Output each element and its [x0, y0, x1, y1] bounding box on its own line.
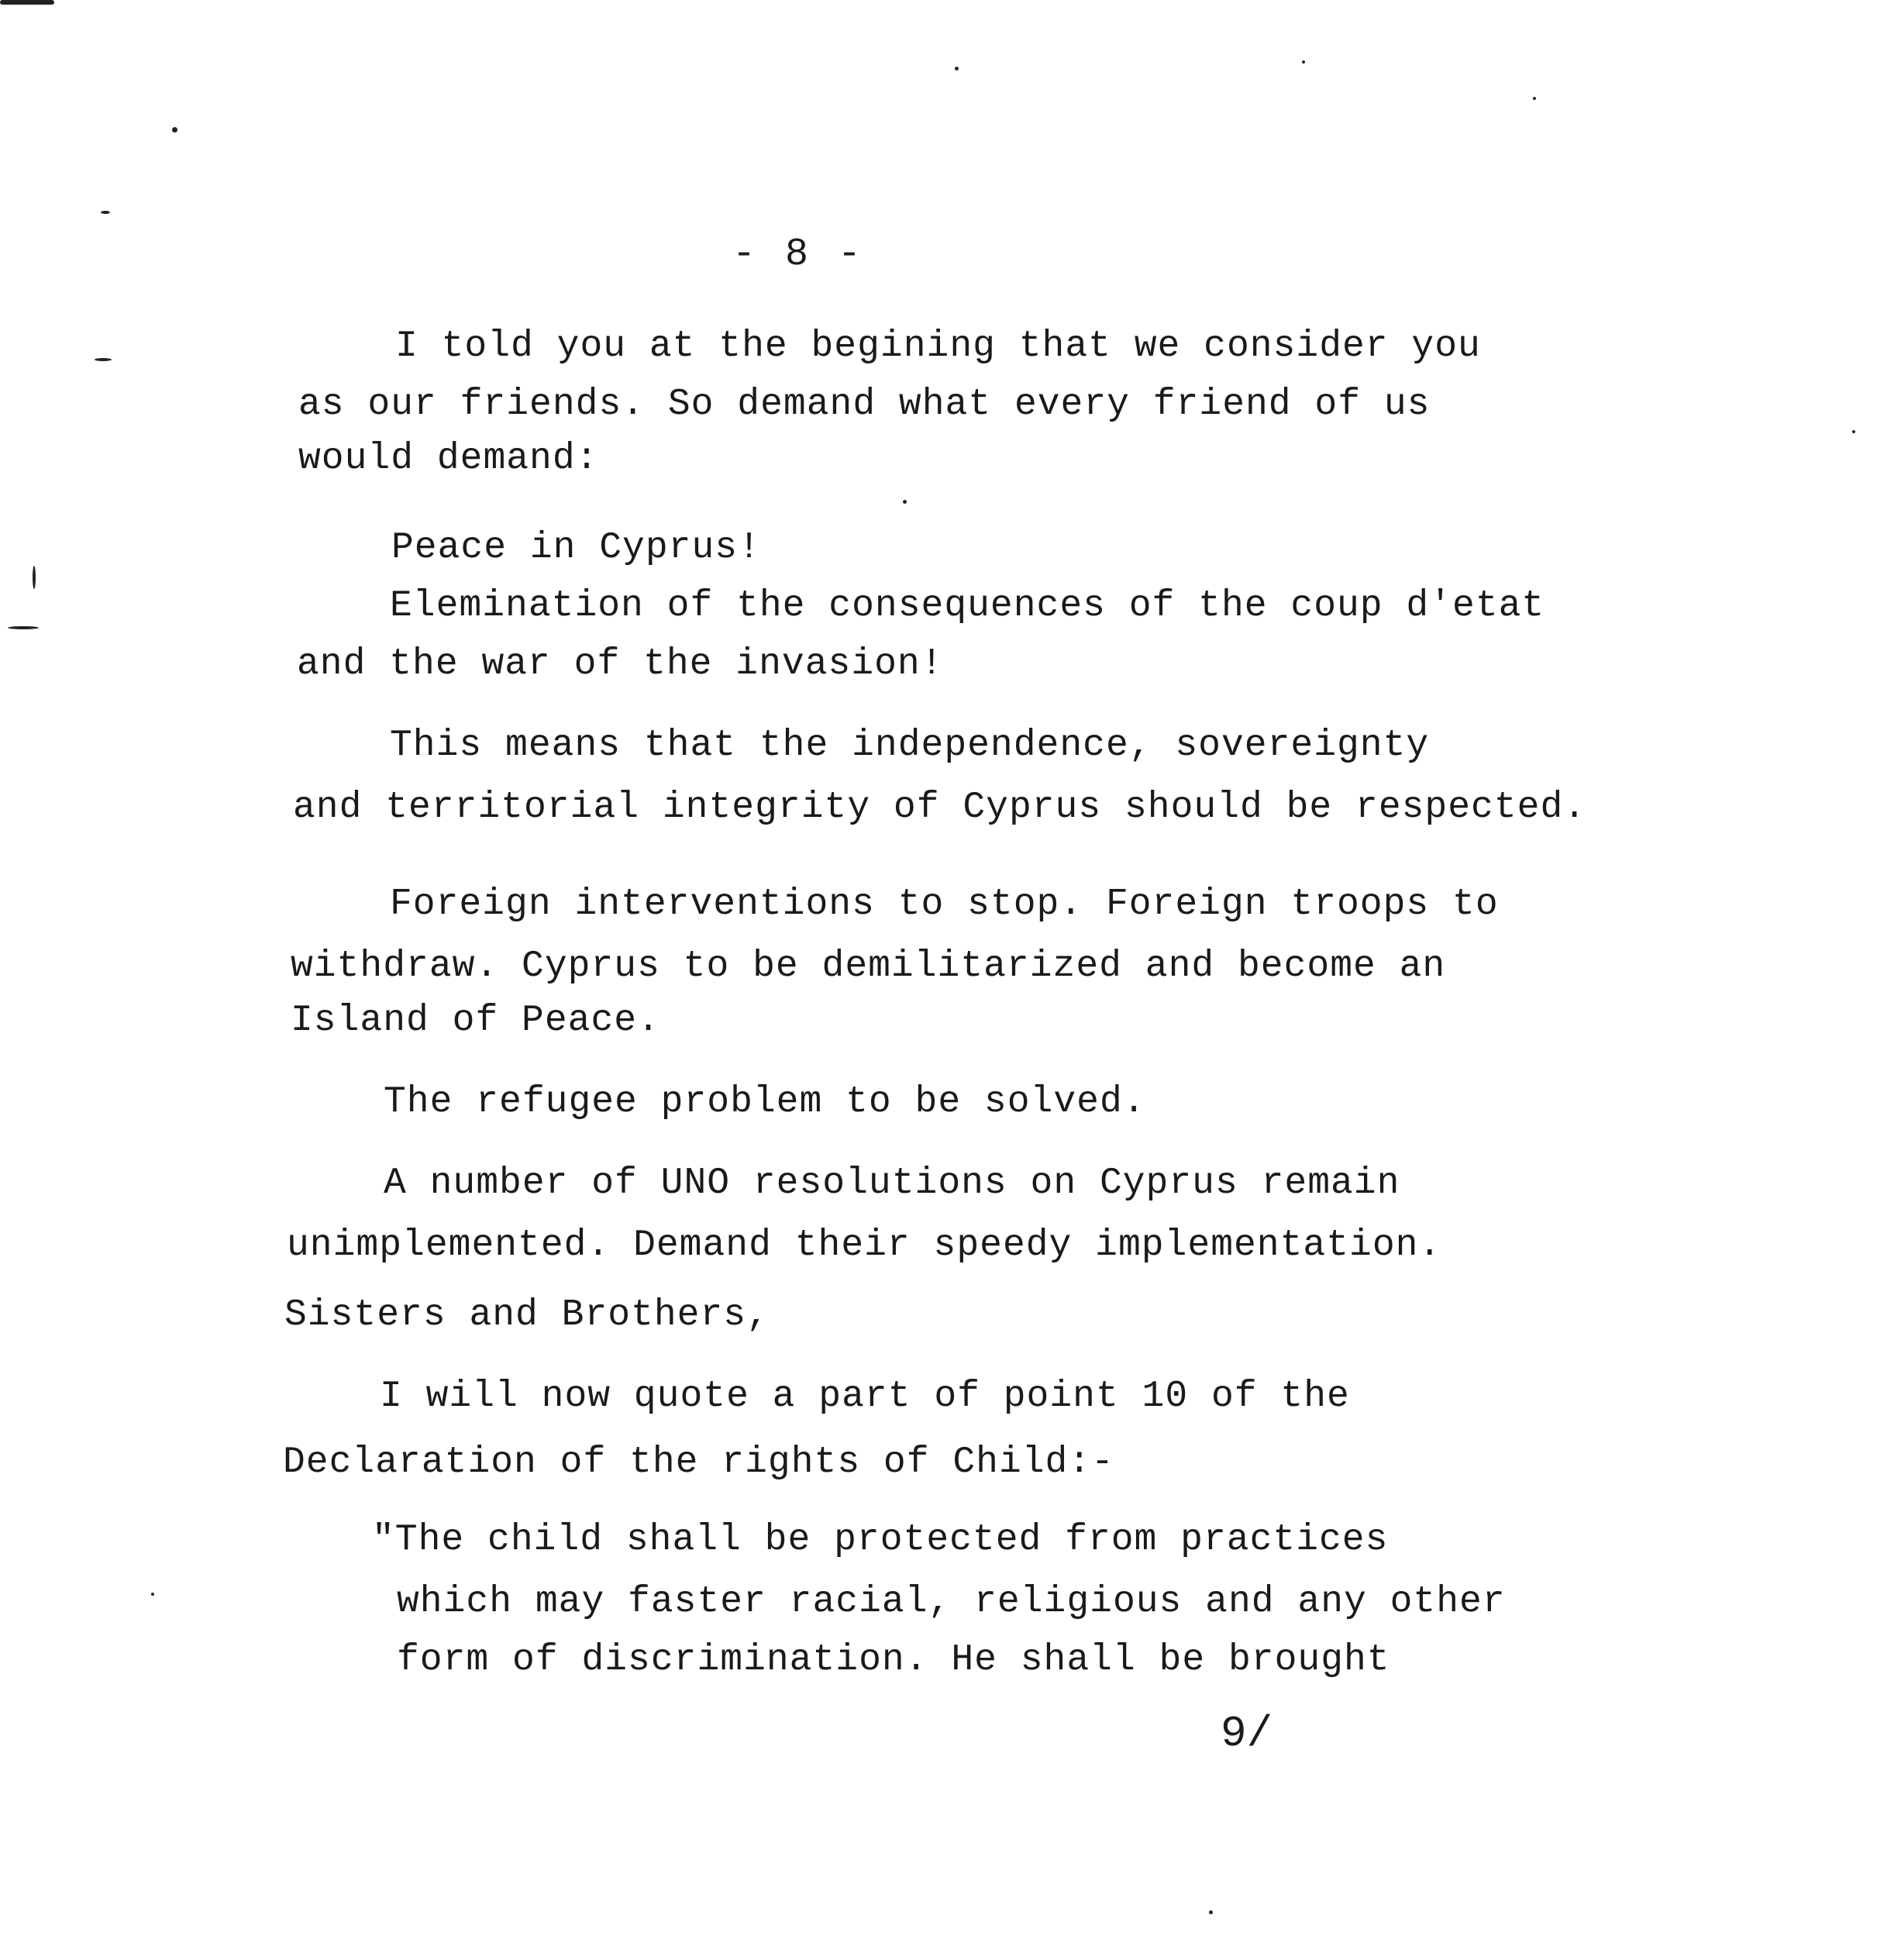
- scan-speck: [95, 358, 112, 361]
- page-number: - 8 -: [732, 233, 865, 277]
- paragraph-foreign-line-3: Island of Peace.: [291, 1000, 660, 1042]
- scan-speck: [1852, 430, 1855, 433]
- scan-speck: [8, 626, 39, 629]
- paragraph-uno-line-2: unimplemented. Demand their speedy implementation.: [287, 1225, 1442, 1266]
- quotation-line-2: which may faster racial, religious and any other: [397, 1581, 1506, 1623]
- scan-speck: [151, 1593, 154, 1596]
- scan-speck: [0, 0, 54, 5]
- paragraph-1-line-3: would demand:: [298, 438, 599, 480]
- paragraph-foreign-line-2: withdraw. Cyprus to be demilitarized and become an: [291, 946, 1446, 987]
- paragraph-1-line-1: I told you at the begining that we consider you: [395, 326, 1481, 367]
- scan-speck: [101, 211, 110, 214]
- scan-speck: [903, 500, 907, 504]
- salutation: Sisters and Brothers,: [284, 1294, 770, 1336]
- scan-speck: [172, 127, 177, 133]
- quotation-line-1: "The child shall be protected from practices: [372, 1519, 1389, 1561]
- paragraph-quote-intro-line-1: I will now quote a part of point 10 of the: [380, 1376, 1350, 1417]
- scan-speck: [955, 67, 959, 71]
- continuation-marker: 9/: [1221, 1709, 1273, 1758]
- quotation-line-3: form of discrimination. He shall be brought: [397, 1639, 1390, 1681]
- demand-elimination-line-2: and the war of the invasion!: [297, 643, 944, 685]
- paragraph-refugee-line: The refugee problem to be solved.: [384, 1081, 1146, 1123]
- demand-elimination-line-1: Elemination of the consequences of the coup d'etat: [390, 585, 1545, 627]
- paragraph-foreign-line-1: Foreign interventions to stop. Foreign troops to: [390, 884, 1499, 925]
- paragraph-independence-line-2: and territorial integrity of Cyprus should be respected.: [293, 787, 1587, 828]
- demand-peace-line: Peace in Cyprus!: [391, 527, 761, 569]
- paragraph-independence-line-1: This means that the independence, sovereignty: [390, 725, 1430, 766]
- paragraph-1-line-2: as our friends. So demand what every friend of us: [298, 384, 1431, 425]
- paragraph-quote-intro-line-2: Declaration of the rights of Child:-: [283, 1442, 1114, 1483]
- scan-speck: [1209, 1910, 1213, 1914]
- scan-speck: [1533, 97, 1536, 100]
- scan-speck: [1302, 60, 1305, 64]
- scan-speck: [33, 566, 36, 589]
- paragraph-uno-line-1: A number of UNO resolutions on Cyprus remain: [384, 1163, 1400, 1204]
